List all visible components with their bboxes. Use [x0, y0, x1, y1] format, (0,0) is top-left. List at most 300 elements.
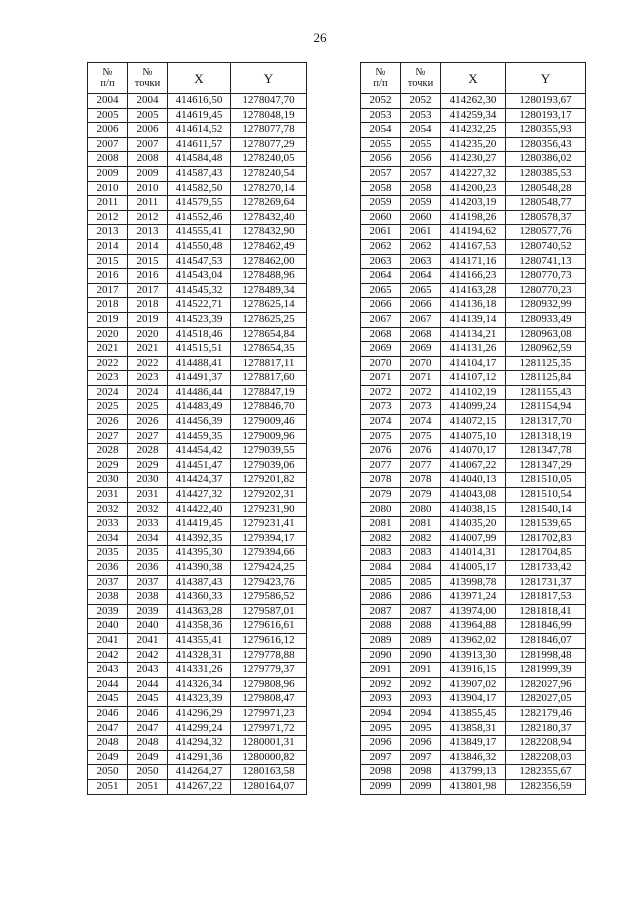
cell-x: 413916,15: [441, 663, 506, 678]
table-row: [88, 502, 307, 517]
cell-x: 414459,35: [168, 429, 231, 444]
cell-y: 1280548,28: [506, 181, 586, 196]
cell-y: 1282355,67: [506, 765, 586, 780]
header-row-number: № п/п: [361, 63, 401, 94]
cell-point-number: 2058: [401, 181, 441, 196]
cell-row-number: 2081: [361, 517, 401, 532]
cell-row-number: 2051: [88, 779, 128, 794]
cell-point-number: 2077: [401, 458, 441, 473]
cell-x: 414331,26: [168, 663, 231, 678]
coordinates-table-right: [360, 62, 586, 795]
cell-point-number: 2009: [128, 166, 168, 181]
cell-y: 1279231,41: [231, 517, 307, 532]
cell-row-number: 2014: [88, 239, 128, 254]
cell-row-number: 2098: [361, 765, 401, 780]
cell-y: 1281704,85: [506, 546, 586, 561]
table-row: [88, 269, 307, 284]
cell-point-number: 2033: [128, 517, 168, 532]
cell-x: 413964,88: [441, 619, 506, 634]
page-number: 26: [313, 30, 327, 45]
cell-point-number: 2039: [128, 604, 168, 619]
cell-y: 1279039,06: [231, 458, 307, 473]
cell-point-number: 2093: [401, 692, 441, 707]
cell-point-number: 2083: [401, 546, 441, 561]
cell-row-number: 2077: [361, 458, 401, 473]
cell-x: 414296,29: [168, 706, 231, 721]
cell-y: 1279394,17: [231, 531, 307, 546]
cell-point-number: 2087: [401, 604, 441, 619]
cell-row-number: 2026: [88, 415, 128, 430]
cell-point-number: 2043: [128, 663, 168, 678]
cell-row-number: 2023: [88, 371, 128, 386]
table-row: [361, 488, 586, 503]
table-row: [361, 561, 586, 576]
cell-y: 1278625,14: [231, 298, 307, 313]
cell-x: 414198,26: [441, 210, 506, 225]
table-row: [361, 444, 586, 459]
cell-point-number: 2096: [401, 736, 441, 751]
cell-row-number: 2041: [88, 633, 128, 648]
table-row: [88, 546, 307, 561]
cell-x: 414166,23: [441, 269, 506, 284]
cell-point-number: 2029: [128, 458, 168, 473]
cell-row-number: 2019: [88, 312, 128, 327]
table-row: [88, 385, 307, 400]
cell-x: 414227,32: [441, 166, 506, 181]
table-row: [88, 458, 307, 473]
cell-point-number: 2020: [128, 327, 168, 342]
cell-row-number: 2058: [361, 181, 401, 196]
table-row: [361, 736, 586, 751]
cell-x: 414171,16: [441, 254, 506, 269]
cell-point-number: 2004: [128, 94, 168, 109]
table-row: [88, 765, 307, 780]
cell-row-number: 2062: [361, 239, 401, 254]
cell-y: 1281733,42: [506, 561, 586, 576]
cell-x: 414582,50: [168, 181, 231, 196]
cell-x: 414584,48: [168, 152, 231, 167]
table-row: [361, 633, 586, 648]
cell-x: 414515,51: [168, 342, 231, 357]
cell-x: 414200,23: [441, 181, 506, 196]
cell-x: 414616,50: [168, 94, 231, 109]
cell-y: 1281540,14: [506, 502, 586, 517]
cell-x: 414355,41: [168, 633, 231, 648]
cell-row-number: 2047: [88, 721, 128, 736]
cell-x: 414619,45: [168, 108, 231, 123]
cell-row-number: 2036: [88, 561, 128, 576]
cell-row-number: 2011: [88, 196, 128, 211]
table-row: [88, 108, 307, 123]
table-row: [88, 692, 307, 707]
table-row: [88, 706, 307, 721]
table-row: [361, 166, 586, 181]
cell-y: 1280962,59: [506, 342, 586, 357]
cell-row-number: 2082: [361, 531, 401, 546]
table-row: [88, 633, 307, 648]
table-row: [88, 94, 307, 109]
cell-x: 414139,14: [441, 312, 506, 327]
table-row: [88, 736, 307, 751]
cell-y: 1278270,14: [231, 181, 307, 196]
cell-x: 413801,98: [441, 779, 506, 794]
cell-row-number: 2049: [88, 750, 128, 765]
cell-point-number: 2054: [401, 123, 441, 138]
cell-y: 1278817,11: [231, 356, 307, 371]
cell-x: 414360,33: [168, 590, 231, 605]
cell-point-number: 2084: [401, 561, 441, 576]
cell-row-number: 2056: [361, 152, 401, 167]
cell-row-number: 2071: [361, 371, 401, 386]
cell-y: 1278654,84: [231, 327, 307, 342]
cell-row-number: 2094: [361, 706, 401, 721]
cell-row-number: 2037: [88, 575, 128, 590]
cell-x: 413904,17: [441, 692, 506, 707]
cell-point-number: 2005: [128, 108, 168, 123]
cell-row-number: 2024: [88, 385, 128, 400]
cell-x: 414543,04: [168, 269, 231, 284]
table-row: [88, 473, 307, 488]
cell-point-number: 2028: [128, 444, 168, 459]
table-row: [361, 94, 586, 109]
cell-y: 1278077,29: [231, 137, 307, 152]
cell-y: 1278488,96: [231, 269, 307, 284]
cell-x: 414102,19: [441, 385, 506, 400]
cell-row-number: 2053: [361, 108, 401, 123]
cell-point-number: 2050: [128, 765, 168, 780]
table-row: [361, 152, 586, 167]
cell-point-number: 2067: [401, 312, 441, 327]
table-row: [361, 648, 586, 663]
cell-y: 1280001,31: [231, 736, 307, 751]
table-row: [88, 254, 307, 269]
cell-point-number: 2074: [401, 415, 441, 430]
cell-row-number: 2039: [88, 604, 128, 619]
cell-x: 414131,26: [441, 342, 506, 357]
cell-x: 414422,40: [168, 502, 231, 517]
table-row: [361, 779, 586, 794]
cell-y: 1280741,13: [506, 254, 586, 269]
cell-point-number: 2036: [128, 561, 168, 576]
cell-row-number: 2057: [361, 166, 401, 181]
cell-point-number: 2081: [401, 517, 441, 532]
cell-y: 1278489,34: [231, 283, 307, 298]
cell-x: 414005,17: [441, 561, 506, 576]
cell-y: 1279424,25: [231, 561, 307, 576]
cell-row-number: 2099: [361, 779, 401, 794]
table-row: [361, 342, 586, 357]
cell-x: 413962,02: [441, 633, 506, 648]
table-row: [88, 531, 307, 546]
header-x: X: [441, 63, 506, 94]
cell-row-number: 2044: [88, 677, 128, 692]
cell-point-number: 2049: [128, 750, 168, 765]
cell-row-number: 2008: [88, 152, 128, 167]
cell-y: 1280578,37: [506, 210, 586, 225]
cell-y: 1279778,88: [231, 648, 307, 663]
table-row: [361, 400, 586, 415]
cell-x: 414555,41: [168, 225, 231, 240]
cell-y: 1279808,96: [231, 677, 307, 692]
cell-row-number: 2016: [88, 269, 128, 284]
cell-row-number: 2009: [88, 166, 128, 181]
cell-point-number: 2026: [128, 415, 168, 430]
cell-y: 1282208,94: [506, 736, 586, 751]
cell-y: 1281539,65: [506, 517, 586, 532]
table-row: [361, 575, 586, 590]
cell-row-number: 2097: [361, 750, 401, 765]
cell-point-number: 2079: [401, 488, 441, 503]
cell-row-number: 2070: [361, 356, 401, 371]
cell-row-number: 2063: [361, 254, 401, 269]
table-row: [88, 239, 307, 254]
cell-x: 414552,46: [168, 210, 231, 225]
cell-x: 413858,31: [441, 721, 506, 736]
table-row: [361, 356, 586, 371]
table-row: [88, 371, 307, 386]
table-row: [88, 210, 307, 225]
cell-x: 414363,28: [168, 604, 231, 619]
cell-x: 414486,44: [168, 385, 231, 400]
cell-point-number: 2032: [128, 502, 168, 517]
cell-point-number: 2031: [128, 488, 168, 503]
cell-x: 414451,47: [168, 458, 231, 473]
table-row: [361, 196, 586, 211]
cell-row-number: 2015: [88, 254, 128, 269]
table-row: [361, 137, 586, 152]
cell-y: 1278048,19: [231, 108, 307, 123]
cell-x: 414587,43: [168, 166, 231, 181]
cell-x: 413855,45: [441, 706, 506, 721]
cell-row-number: 2031: [88, 488, 128, 503]
cell-row-number: 2034: [88, 531, 128, 546]
cell-y: 1278847,19: [231, 385, 307, 400]
cell-row-number: 2013: [88, 225, 128, 240]
table-row: [88, 663, 307, 678]
header-x: X: [168, 63, 231, 94]
cell-x: 414488,41: [168, 356, 231, 371]
cell-x: 414067,22: [441, 458, 506, 473]
table-row: [88, 604, 307, 619]
cell-y: 1280000,82: [231, 750, 307, 765]
cell-point-number: 2059: [401, 196, 441, 211]
header-y: Y: [231, 63, 307, 94]
cell-y: 1281318,19: [506, 429, 586, 444]
cell-row-number: 2054: [361, 123, 401, 138]
cell-point-number: 2006: [128, 123, 168, 138]
cell-point-number: 2015: [128, 254, 168, 269]
cell-row-number: 2033: [88, 517, 128, 532]
cell-row-number: 2090: [361, 648, 401, 663]
cell-point-number: 2086: [401, 590, 441, 605]
cell-point-number: 2011: [128, 196, 168, 211]
table-row: [361, 677, 586, 692]
table-row: [88, 561, 307, 576]
cell-point-number: 2078: [401, 473, 441, 488]
cell-point-number: 2017: [128, 283, 168, 298]
cell-point-number: 2075: [401, 429, 441, 444]
cell-row-number: 2038: [88, 590, 128, 605]
table-row: [361, 473, 586, 488]
table-header-row: [88, 63, 307, 94]
cell-y: 1281998,48: [506, 648, 586, 663]
cell-row-number: 2074: [361, 415, 401, 430]
cell-x: 414392,35: [168, 531, 231, 546]
cell-point-number: 2092: [401, 677, 441, 692]
cell-y: 1280193,67: [506, 94, 586, 109]
cell-x: 414107,12: [441, 371, 506, 386]
cell-y: 1279423,76: [231, 575, 307, 590]
cell-y: 1278432,40: [231, 210, 307, 225]
cell-row-number: 2022: [88, 356, 128, 371]
cell-x: 413974,00: [441, 604, 506, 619]
table-row: [361, 721, 586, 736]
cell-point-number: 2097: [401, 750, 441, 765]
table-row: [361, 663, 586, 678]
cell-row-number: 2083: [361, 546, 401, 561]
cell-point-number: 2069: [401, 342, 441, 357]
cell-y: 1278240,54: [231, 166, 307, 181]
table-row: [361, 371, 586, 386]
cell-row-number: 2060: [361, 210, 401, 225]
cell-y: 1280577,76: [506, 225, 586, 240]
cell-y: 1280548,77: [506, 196, 586, 211]
cell-y: 1278047,70: [231, 94, 307, 109]
cell-x: 414038,15: [441, 502, 506, 517]
cell-row-number: 2045: [88, 692, 128, 707]
cell-y: 1278846,70: [231, 400, 307, 415]
cell-point-number: 2094: [401, 706, 441, 721]
cell-row-number: 2078: [361, 473, 401, 488]
cell-x: 413846,32: [441, 750, 506, 765]
cell-point-number: 2066: [401, 298, 441, 313]
cell-row-number: 2079: [361, 488, 401, 503]
cell-x: 413998,78: [441, 575, 506, 590]
cell-y: 1280740,52: [506, 239, 586, 254]
cell-row-number: 2084: [361, 561, 401, 576]
cell-y: 1279202,31: [231, 488, 307, 503]
cell-point-number: 2035: [128, 546, 168, 561]
table-row: [88, 721, 307, 736]
cell-x: 414483,49: [168, 400, 231, 415]
cell-y: 1279201,82: [231, 473, 307, 488]
table-row: [88, 196, 307, 211]
cell-y: 1281999,39: [506, 663, 586, 678]
cell-point-number: 2019: [128, 312, 168, 327]
cell-y: 1280164,07: [231, 779, 307, 794]
cell-x: 414387,43: [168, 575, 231, 590]
table-row: [88, 152, 307, 167]
cell-row-number: 2017: [88, 283, 128, 298]
cell-point-number: 2016: [128, 269, 168, 284]
cell-x: 414264,27: [168, 765, 231, 780]
cell-x: 414299,24: [168, 721, 231, 736]
table-row: [361, 692, 586, 707]
table-row: [361, 269, 586, 284]
cell-point-number: 2040: [128, 619, 168, 634]
table-row: [361, 706, 586, 721]
table-row: [361, 312, 586, 327]
cell-y: 1282179,46: [506, 706, 586, 721]
cell-x: 414235,20: [441, 137, 506, 152]
cell-point-number: 2037: [128, 575, 168, 590]
cell-x: 414070,17: [441, 444, 506, 459]
cell-row-number: 2073: [361, 400, 401, 415]
header-point-number: № точки: [128, 63, 168, 94]
cell-row-number: 2043: [88, 663, 128, 678]
cell-x: 414614,52: [168, 123, 231, 138]
cell-point-number: 2095: [401, 721, 441, 736]
table-row: [88, 356, 307, 371]
table-row: [361, 750, 586, 765]
table-row: [88, 166, 307, 181]
cell-y: 1278625,25: [231, 312, 307, 327]
table-row: [361, 181, 586, 196]
cell-x: 414550,48: [168, 239, 231, 254]
cell-y: 1281817,53: [506, 590, 586, 605]
cell-x: 414230,27: [441, 152, 506, 167]
cell-row-number: 2012: [88, 210, 128, 225]
cell-row-number: 2095: [361, 721, 401, 736]
cell-y: 1280932,99: [506, 298, 586, 313]
cell-row-number: 2061: [361, 225, 401, 240]
cell-y: 1281510,54: [506, 488, 586, 503]
cell-point-number: 2065: [401, 283, 441, 298]
cell-row-number: 2096: [361, 736, 401, 751]
table-row: [88, 575, 307, 590]
cell-y: 1279779,37: [231, 663, 307, 678]
cell-row-number: 2027: [88, 429, 128, 444]
cell-y: 1280770,23: [506, 283, 586, 298]
cell-row-number: 2066: [361, 298, 401, 313]
cell-y: 1282027,05: [506, 692, 586, 707]
cell-row-number: 2092: [361, 677, 401, 692]
table-row: [361, 385, 586, 400]
header-point-number: № точки: [401, 63, 441, 94]
cell-y: 1278269,64: [231, 196, 307, 211]
cell-y: 1279009,46: [231, 415, 307, 430]
cell-point-number: 2018: [128, 298, 168, 313]
cell-x: 414427,32: [168, 488, 231, 503]
cell-y: 1278240,05: [231, 152, 307, 167]
cell-point-number: 2090: [401, 648, 441, 663]
cell-x: 413907,02: [441, 677, 506, 692]
table-row: [88, 517, 307, 532]
cell-row-number: 2069: [361, 342, 401, 357]
cell-row-number: 2006: [88, 123, 128, 138]
cell-row-number: 2076: [361, 444, 401, 459]
cell-point-number: 2085: [401, 575, 441, 590]
cell-x: 414194,62: [441, 225, 506, 240]
cell-row-number: 2035: [88, 546, 128, 561]
cell-x: 414326,34: [168, 677, 231, 692]
cell-x: 414167,53: [441, 239, 506, 254]
table-row: [88, 779, 307, 794]
cell-point-number: 2048: [128, 736, 168, 751]
cell-y: 1281347,78: [506, 444, 586, 459]
cell-row-number: 2080: [361, 502, 401, 517]
cell-point-number: 2080: [401, 502, 441, 517]
cell-row-number: 2050: [88, 765, 128, 780]
table-row: [361, 502, 586, 517]
cell-point-number: 2056: [401, 152, 441, 167]
cell-point-number: 2099: [401, 779, 441, 794]
cell-x: 414259,34: [441, 108, 506, 123]
cell-y: 1281317,70: [506, 415, 586, 430]
cell-x: 414358,36: [168, 619, 231, 634]
table-row: [361, 458, 586, 473]
cell-point-number: 2008: [128, 152, 168, 167]
